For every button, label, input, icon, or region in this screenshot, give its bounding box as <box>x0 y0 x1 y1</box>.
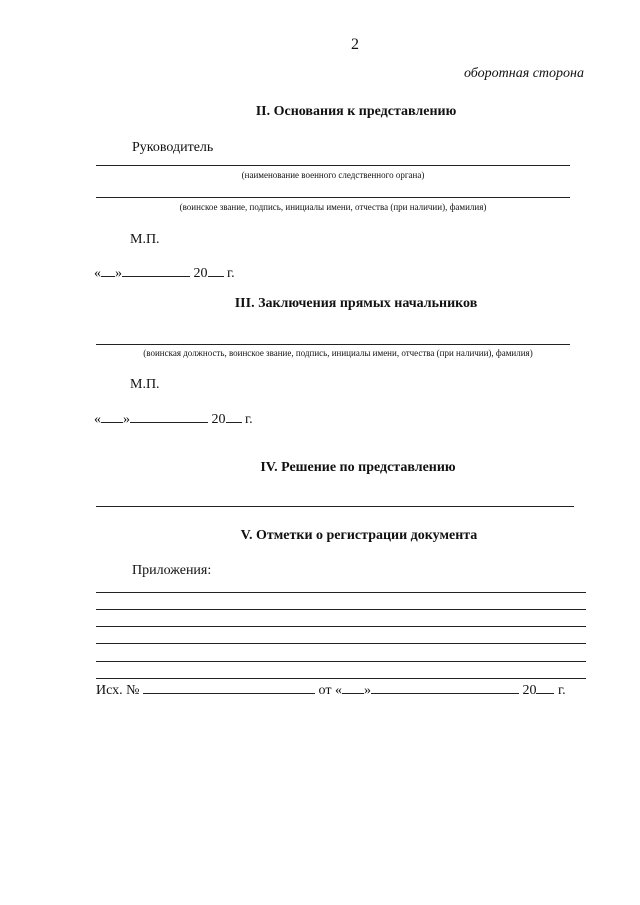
section4-title: IV. Решение по представлению <box>260 460 456 475</box>
date-quote-open: « <box>94 266 101 281</box>
page-number: 2 <box>351 36 359 53</box>
attachment-line-1[interactable] <box>96 592 586 593</box>
superior-line[interactable] <box>96 344 570 345</box>
date-quote-close: » <box>363 683 371 698</box>
from-label: от <box>318 683 332 698</box>
day-blank[interactable] <box>101 264 115 277</box>
attachment-line-6[interactable] <box>96 678 586 679</box>
section2-date <box>94 264 235 282</box>
day-blank[interactable] <box>342 681 364 694</box>
attachment-line-2[interactable] <box>96 609 586 610</box>
day-blank[interactable] <box>101 410 123 423</box>
year-prefix: 20 <box>522 683 537 698</box>
date-quote-close: » <box>123 412 130 427</box>
signature-caption: (воинское звание, подпись, инициалы имени, отчества (при наличии), фамилия) <box>179 202 487 212</box>
year-blank[interactable] <box>226 410 242 423</box>
outgoing-number-blank[interactable] <box>143 681 315 694</box>
section2-title: II. Основания к представлению <box>255 104 457 119</box>
year-prefix: 20 <box>211 412 226 427</box>
reverse-side-label: оборотная сторона <box>463 66 584 81</box>
date-quote-open: « <box>94 412 101 427</box>
section3-title: III. Заключения прямых начальников <box>234 296 478 311</box>
month-blank[interactable] <box>130 410 208 423</box>
stamp-label-2: М.П. <box>130 377 160 392</box>
decision-line[interactable] <box>96 506 574 507</box>
date-quote-close: » <box>115 266 122 281</box>
section5-title: V. Отметки о регистрации документа <box>240 528 478 543</box>
month-blank[interactable] <box>371 681 519 694</box>
superior-caption: (воинская должность, воинское звание, подпись, инициалы имени, отчества (при наличии), фамилия) <box>143 348 533 358</box>
year-blank[interactable] <box>536 681 554 694</box>
signature-line[interactable] <box>96 197 570 198</box>
outgoing-row <box>96 681 566 699</box>
date-quote-open: « <box>334 683 342 698</box>
year-suffix: г. <box>245 412 253 427</box>
stamp-label: М.П. <box>130 232 160 247</box>
attachments-label: Приложения: <box>132 563 212 578</box>
year-suffix: г. <box>227 266 235 281</box>
attachment-line-4[interactable] <box>96 643 586 644</box>
section3-date <box>94 410 253 428</box>
attachment-line-3[interactable] <box>96 626 586 627</box>
attachment-line-5[interactable] <box>96 661 586 662</box>
head-label: Руководитель <box>132 140 214 155</box>
year-blank[interactable] <box>208 264 224 277</box>
outgoing-label: Исх. № <box>96 683 140 698</box>
month-blank[interactable] <box>122 264 190 277</box>
organ-line[interactable] <box>96 165 570 166</box>
year-prefix: 20 <box>193 266 208 281</box>
organ-caption: (наименование военного следственного органа) <box>241 170 425 180</box>
year-suffix: г. <box>557 683 566 698</box>
